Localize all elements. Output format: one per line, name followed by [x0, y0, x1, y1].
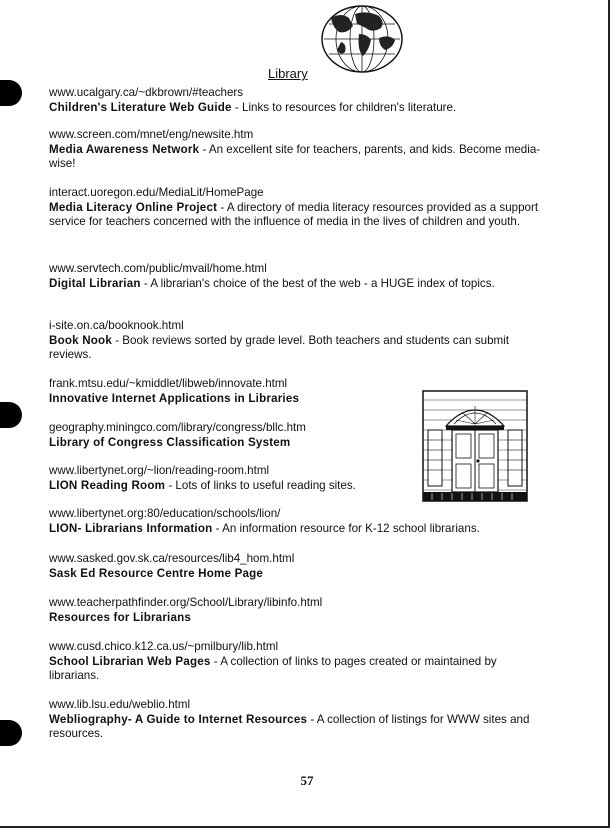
- binder-hole-top: [0, 80, 22, 106]
- entry-url[interactable]: www.teacherpathfinder.org/School/Library/libinfo.html: [49, 596, 323, 609]
- entry-name: Resources for Librarians: [49, 610, 192, 624]
- entry-name: Media Awareness Network: [49, 142, 200, 156]
- list-item: [49, 86, 549, 115]
- entry-url[interactable]: interact.uoregon.edu/MediaLit/HomePage: [49, 186, 264, 199]
- list-item: [49, 319, 549, 363]
- list-item: [49, 596, 549, 625]
- entry-url[interactable]: www.servtech.com/public/mvail/home.html: [49, 262, 267, 275]
- entry-url[interactable]: frank.mtsu.edu/~kmiddlet/libweb/innovate.html: [49, 377, 288, 390]
- right-edge-rule: [608, 0, 610, 828]
- entry-description: - Book reviews sorted by grade level. Both teachers and students can submit reviews.: [49, 333, 509, 361]
- entry-url[interactable]: www.screen.com/mnet/eng/newsite.htm: [49, 128, 254, 141]
- binder-hole-middle: [0, 402, 22, 428]
- entry-description: - A directory of media literacy resources provided as a support service for teachers concerned with the influence of media in the lives of children and youth.: [49, 200, 539, 228]
- entry-name: Book Nook: [49, 333, 112, 347]
- entry-name: Sask Ed Resource Centre Home Page: [49, 566, 264, 580]
- entry-name: Children's Literature Web Guide: [49, 100, 232, 114]
- list-item: [49, 698, 549, 742]
- page-number: 57: [300, 773, 314, 788]
- entry-description: - An information resource for K-12 school librarians.: [212, 521, 480, 535]
- entry-description: - Links to resources for children's literature.: [231, 100, 457, 114]
- list-item: [49, 464, 409, 493]
- entry-name: Innovative Internet Applications in Libraries: [49, 391, 300, 405]
- entry-name: Library of Congress Classification System: [49, 435, 291, 449]
- library-door-illustration: [422, 390, 528, 502]
- page-title: Library: [268, 66, 308, 81]
- entry-url[interactable]: www.libertynet.org/~lion/reading-room.html: [49, 464, 270, 477]
- list-item: [49, 552, 549, 581]
- list-item: [49, 262, 549, 291]
- entry-url[interactable]: i-site.on.ca/booknook.html: [49, 319, 184, 332]
- entry-url[interactable]: www.cusd.chico.k12.ca.us/~pmilbury/lib.html: [49, 640, 279, 653]
- entry-name: School Librarian Web Pages: [49, 654, 211, 668]
- binder-hole-bottom: [0, 720, 22, 746]
- entry-url[interactable]: www.sasked.gov.sk.ca/resources/lib4_hom.html: [49, 552, 295, 565]
- bottom-edge-rule: [0, 826, 610, 828]
- entry-name: LION- Librarians Information: [49, 521, 213, 535]
- entry-url[interactable]: www.libertynet.org:80/education/schools/lion/: [49, 507, 281, 520]
- entry-url[interactable]: www.lib.lsu.edu/weblio.html: [49, 698, 191, 711]
- entry-description: - A collection of links to pages created or maintained by librarians.: [49, 654, 497, 682]
- entry-name: Media Literacy Online Project: [49, 200, 218, 214]
- list-item: [49, 128, 549, 172]
- entry-name: LION Reading Room: [49, 478, 166, 492]
- entry-description: - A librarian's choice of the best of the web - a HUGE index of topics.: [140, 276, 495, 290]
- entry-url[interactable]: geography.miningco.com/library/congress/bllc.htm: [49, 421, 306, 434]
- list-item: [49, 507, 569, 536]
- entry-url[interactable]: www.ucalgary.ca/~dkbrown/#teachers: [49, 86, 244, 99]
- entry-description: - An excellent site for teachers, parents, and kids. Become media-wise!: [49, 142, 541, 170]
- globe-icon: [319, 4, 405, 74]
- list-item: [49, 640, 549, 684]
- entry-description: - Lots of links to useful reading sites.: [165, 478, 356, 492]
- entry-description: - A collection of listings for WWW sites and resources.: [49, 712, 530, 740]
- entry-name: Digital Librarian: [49, 276, 141, 290]
- list-item: [49, 186, 549, 230]
- entry-name: Webliography- A Guide to Internet Resources: [49, 712, 308, 726]
